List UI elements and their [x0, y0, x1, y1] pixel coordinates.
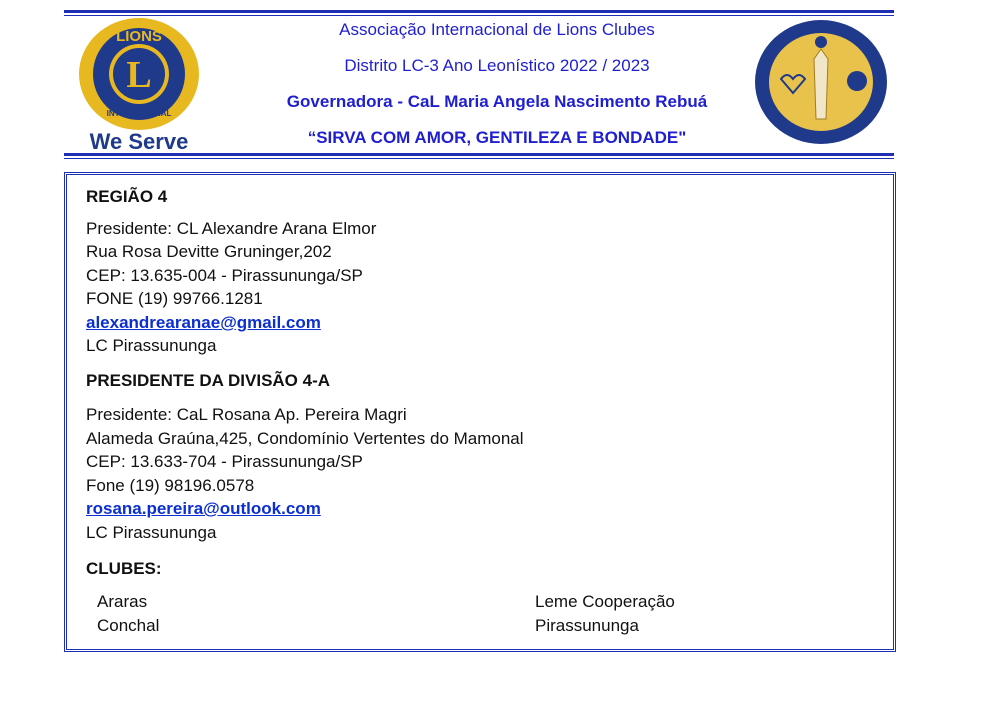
divisao-presidente: Presidente: CaL Rosana Ap. Pereira Magri [86, 405, 407, 424]
header-governor: Governadora - CaL Maria Angela Nascimento Rebuá [286, 92, 708, 111]
divisao-fone: Fone (19) 98196.0578 [86, 476, 255, 495]
divisao-email-link[interactable]: rosana.pereira@outlook.com [86, 499, 321, 518]
club-item: Araras [97, 592, 148, 611]
regiao-endereco: Rua Rosa Devitte Gruninger,202 [86, 242, 332, 261]
regiao-email-link[interactable]: alexandrearanae@gmail.com [86, 313, 321, 332]
regiao-presidente: Presidente: CL Alexandre Arana Elmor [86, 219, 377, 238]
regiao-title: REGIÃO 4 [86, 187, 168, 206]
svg-text:LIONS: LIONS [116, 28, 162, 45]
regiao-clube: LC Pirassununga [86, 336, 217, 355]
svg-text:We Serve: We Serve [89, 129, 189, 152]
header-district: Distrito LC-3 Ano Leonístico 2022 / 2023 [344, 56, 650, 75]
governor-seal [754, 19, 888, 145]
lions-logo [76, 16, 202, 152]
club-item: Pirassununga [535, 616, 639, 635]
clubes-title: CLUBES: [86, 559, 162, 578]
divisao-clube: LC Pirassununga [86, 523, 217, 542]
club-item: Leme Cooperação [535, 592, 675, 611]
regiao-cep: CEP: 13.635-004 - Pirassununga/SP [86, 266, 363, 285]
header-motto: “SIRVA COM AMOR, GENTILEZA E BONDADE" [307, 128, 687, 147]
header-association: Associação Internacional de Lions Clubes [339, 20, 655, 39]
header-bottom-rule [64, 153, 894, 159]
club-item: Conchal [97, 616, 160, 635]
divisao-title: PRESIDENTE DA DIVISÃO 4-A [86, 371, 331, 390]
svg-text:INTERNATIONAL: INTERNATIONAL [106, 109, 172, 118]
svg-text:L: L [126, 54, 152, 96]
divisao-endereco: Alameda Graúna,425, Condomínio Vertentes do Mamonal [86, 429, 524, 448]
regiao-fone: FONE (19) 99766.1281 [86, 289, 263, 308]
divisao-cep: CEP: 13.633-704 - Pirassununga/SP [86, 452, 363, 471]
